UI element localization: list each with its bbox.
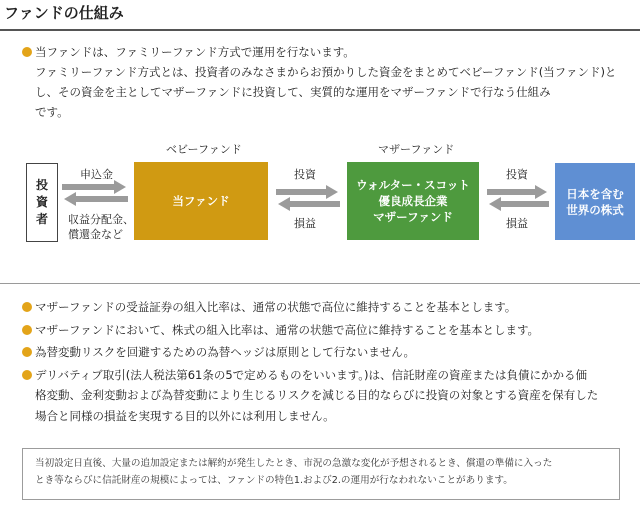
policy-2-line-1: マザーファンドにおいて、株式の組入比率は、通常の状態で高位に維持することを基本とします。 [35, 322, 540, 337]
mother-line-1: ウォルター・スコット [356, 178, 470, 192]
baby-mother-arrows-icon [276, 185, 340, 211]
bullet-dot-icon [22, 302, 32, 312]
distribution-label [68, 212, 134, 242]
world-line-2: 世界の株式 [566, 202, 624, 217]
distribution-line-2: 償還金など [68, 228, 123, 241]
profit-label-2: 損益 [506, 217, 528, 230]
invest-label-2: 投資 [506, 168, 528, 181]
distribution-line-1: 収益分配金、 [68, 213, 134, 226]
disclaimer-note [22, 448, 620, 500]
policy-4-line-1: デリバティブ取引(法人税法第61条の5で定めるものをいいます。)は、信託財産の資産または負債にかかる価 [35, 367, 587, 382]
mother-world-arrows-icon [487, 185, 549, 211]
baby-fund-box: 当ファンド [134, 162, 268, 240]
intro-line-4: です。 [35, 105, 69, 119]
world-line-1: 日本を含む [566, 186, 624, 201]
policy-1-line-1: マザーファンドの受益証券の組入比率は、通常の状態で高位に維持することを基本とします。 [35, 300, 517, 314]
policy-bullet-1 [22, 297, 634, 318]
policy-bullet-3 [22, 342, 634, 363]
mother-fund-box [347, 162, 479, 240]
intro-block [22, 42, 634, 122]
profit-label-1: 損益 [294, 217, 316, 230]
investor-char-1: 投 [35, 178, 48, 192]
policy-bullet-4 [22, 365, 634, 427]
bullet-dot-icon [22, 370, 32, 380]
bullet-dot-icon [22, 325, 32, 335]
header-mother-fund: マザーファンド [378, 143, 455, 156]
intro-bullet [22, 42, 634, 122]
world-stocks-box [555, 163, 635, 240]
note-line-1: 当初設定日直後、大量の追加設定または解約が発生したとき、市況の急激な変化が予想されるとき、償還の準備に入った [35, 458, 553, 469]
policy-3-line-1: 為替変動リスクを回避するための為替ヘッジは原則として行ないません。 [35, 345, 415, 359]
bullet-dot-icon [22, 47, 32, 57]
invest-label-1: 投資 [294, 168, 316, 181]
policy-4-line-3: 場合と同様の損益を実現する目的以外には利用しません。 [35, 408, 335, 423]
policy-4-line-2: 格変動、金利変動および為替変動により生じるリスクを減じる目的ならびに投資の対象とする資産を保有した [35, 388, 599, 402]
investor-baby-arrows-icon [62, 180, 128, 206]
policy-bullet-2 [22, 320, 634, 341]
intro-line-1: 当ファンドは、ファミリーファンド方式で運用を行ないます。 [35, 45, 355, 59]
mother-line-3: マザーファンド [373, 210, 453, 224]
bullet-dot-icon [22, 347, 32, 357]
title-rule [0, 29, 640, 31]
intro-line-2: ファミリーファンド方式とは、投資者のみなさまからお預かりした資金をまとめてベビーファンド(当ファンド)と [35, 65, 617, 79]
mother-line-2: 優良成長企業 [378, 194, 448, 208]
application-label: 申込金 [80, 168, 113, 181]
note-line-2: とき等ならびに信託財産の規模によっては、ファンドの特色1.および2.の運用が行なわれないことがあります。 [35, 475, 513, 486]
page-title: ファンドの仕組み [4, 4, 124, 22]
investor-box [26, 163, 58, 242]
header-baby-fund: ベビーファンド [166, 143, 242, 156]
investor-char-2: 資 [35, 195, 48, 209]
policy-list [22, 297, 634, 426]
intro-line-3: し、その資金を主としてマザーファンドに投資して、実質的な運用をマザーファンドで行なう仕組み [35, 85, 551, 99]
investor-char-3: 者 [35, 212, 48, 226]
section-divider [0, 283, 640, 284]
